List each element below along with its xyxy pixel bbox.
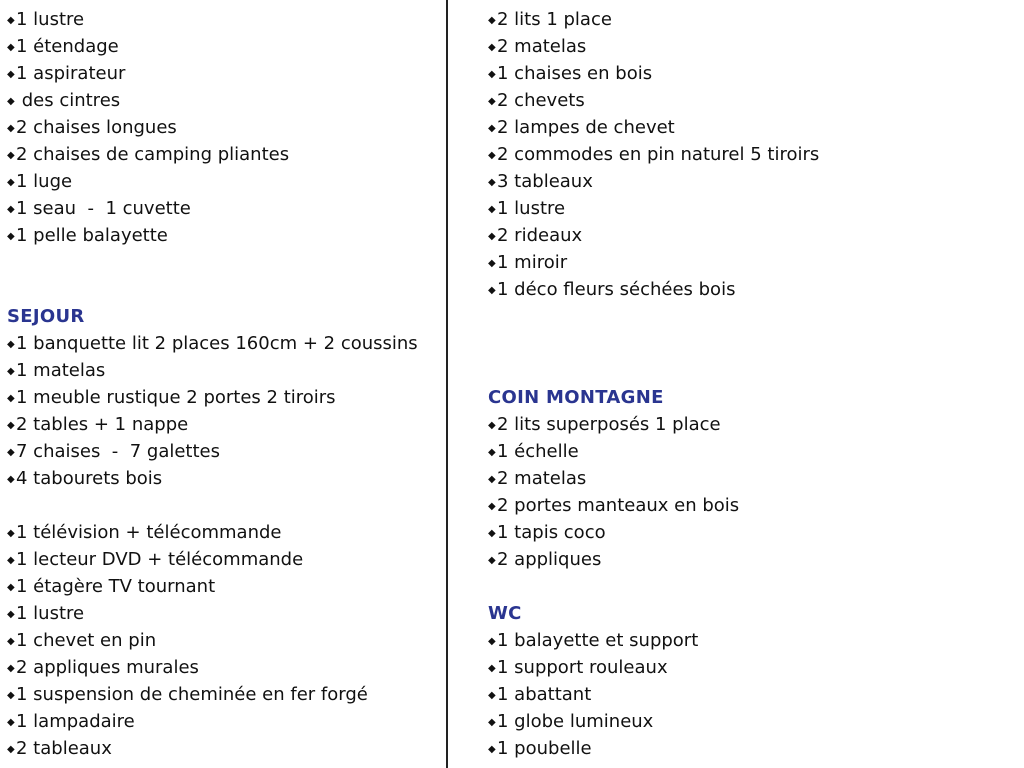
list-item: ◆1 tapis coco bbox=[488, 519, 1008, 546]
list-item: ◆1 globe lumineux bbox=[488, 708, 1008, 735]
diamond-bullet-icon: ◆ bbox=[488, 204, 496, 215]
list-item: ◆1 lustre bbox=[7, 600, 437, 627]
list-item: ◆1 balayette et support bbox=[488, 627, 1008, 654]
diamond-bullet-icon: ◆ bbox=[7, 717, 15, 728]
diamond-bullet-icon: ◆ bbox=[7, 420, 15, 431]
diamond-bullet-icon: ◆ bbox=[488, 123, 496, 134]
section-heading-sejour: SEJOUR bbox=[7, 306, 85, 327]
diamond-bullet-icon: ◆ bbox=[7, 366, 15, 377]
right-column bbox=[488, 6, 1008, 762]
diamond-bullet-icon: ◆ bbox=[488, 474, 496, 485]
section-heading-wc: WC bbox=[488, 603, 522, 624]
list-item: ◆7 chaises - 7 galettes bbox=[7, 438, 437, 465]
spacer bbox=[488, 357, 1008, 384]
list-item: ◆2 tables + 1 nappe bbox=[7, 411, 437, 438]
diamond-bullet-icon: ◆ bbox=[488, 447, 496, 458]
spacer bbox=[488, 303, 1008, 330]
list-item: ◆1 matelas bbox=[7, 357, 437, 384]
spacer bbox=[7, 249, 437, 276]
diamond-bullet-icon: ◆ bbox=[488, 15, 496, 26]
list-item: ◆1 lecteur DVD + télécommande bbox=[7, 546, 437, 573]
diamond-bullet-icon: ◆ bbox=[7, 609, 15, 620]
column-divider bbox=[446, 0, 448, 768]
diamond-bullet-icon: ◆ bbox=[7, 663, 15, 674]
diamond-bullet-icon: ◆ bbox=[7, 474, 15, 485]
spacer bbox=[488, 330, 1008, 357]
list-item: ◆1 déco fleurs séchées bois bbox=[488, 276, 1008, 303]
list-item: ◆1 meuble rustique 2 portes 2 tiroirs bbox=[7, 384, 437, 411]
list-item: ◆1 étendage bbox=[7, 33, 437, 60]
diamond-bullet-icon: ◆ bbox=[7, 393, 15, 404]
list-item: ◆2 matelas bbox=[488, 33, 1008, 60]
diamond-bullet-icon: ◆ bbox=[7, 69, 15, 80]
diamond-bullet-icon: ◆ bbox=[488, 42, 496, 53]
diamond-bullet-icon: ◆ bbox=[7, 636, 15, 647]
list-item: ◆1 miroir bbox=[488, 249, 1008, 276]
diamond-bullet-icon: ◆ bbox=[7, 339, 15, 350]
list-item: ◆2 portes manteaux en bois bbox=[488, 492, 1008, 519]
diamond-bullet-icon: ◆ bbox=[7, 42, 15, 53]
diamond-bullet-icon: ◆ bbox=[488, 555, 496, 566]
diamond-bullet-icon: ◆ bbox=[7, 555, 15, 566]
diamond-bullet-icon: ◆ bbox=[488, 231, 496, 242]
list-item: ◆2 lits superposés 1 place bbox=[488, 411, 1008, 438]
list-item: ◆ des cintres bbox=[7, 87, 437, 114]
list-item: ◆1 suspension de cheminée en fer forgé bbox=[7, 681, 437, 708]
spacer bbox=[488, 573, 1008, 600]
list-item: ◆1 étagère TV tournant bbox=[7, 573, 437, 600]
diamond-bullet-icon: ◆ bbox=[488, 528, 496, 539]
list-item: ◆1 lampadaire bbox=[7, 708, 437, 735]
diamond-bullet-icon: ◆ bbox=[7, 15, 15, 26]
diamond-bullet-icon: ◆ bbox=[7, 744, 15, 755]
diamond-bullet-icon: ◆ bbox=[7, 528, 15, 539]
diamond-bullet-icon: ◆ bbox=[488, 744, 496, 755]
diamond-bullet-icon: ◆ bbox=[488, 69, 496, 80]
diamond-bullet-icon: ◆ bbox=[7, 123, 15, 134]
section-heading-coin-montagne: COIN MONTAGNE bbox=[488, 387, 664, 408]
spacer bbox=[7, 276, 437, 303]
list-item: ◆2 matelas bbox=[488, 465, 1008, 492]
list-item: ◆2 commodes en pin naturel 5 tiroirs bbox=[488, 141, 1008, 168]
diamond-bullet-icon: ◆ bbox=[488, 420, 496, 431]
list-item: ◆2 rideaux bbox=[488, 222, 1008, 249]
diamond-bullet-icon: ◆ bbox=[488, 501, 496, 512]
list-item: ◆2 tableaux bbox=[7, 735, 437, 762]
list-item: ◆1 pelle balayette bbox=[7, 222, 437, 249]
diamond-bullet-icon: ◆ bbox=[488, 663, 496, 674]
diamond-bullet-icon: ◆ bbox=[7, 231, 15, 242]
list-item: ◆2 chaises de camping pliantes bbox=[7, 141, 437, 168]
list-item: ◆1 télévision + télécommande bbox=[7, 519, 437, 546]
list-item: ◆1 poubelle bbox=[488, 735, 1008, 762]
list-item: ◆1 abattant bbox=[488, 681, 1008, 708]
list-item: ◆2 appliques bbox=[488, 546, 1008, 573]
diamond-bullet-icon: ◆ bbox=[488, 96, 496, 107]
list-item: ◆2 lits 1 place bbox=[488, 6, 1008, 33]
diamond-bullet-icon: ◆ bbox=[7, 582, 15, 593]
diamond-bullet-icon: ◆ bbox=[488, 636, 496, 647]
diamond-bullet-icon: ◆ bbox=[7, 177, 15, 188]
list-item: ◆2 chaises longues bbox=[7, 114, 437, 141]
diamond-bullet-icon: ◆ bbox=[488, 150, 496, 161]
diamond-bullet-icon: ◆ bbox=[488, 690, 496, 701]
list-item: ◆1 chevet en pin bbox=[7, 627, 437, 654]
diamond-bullet-icon: ◆ bbox=[488, 285, 496, 296]
list-item: ◆1 lustre bbox=[488, 195, 1008, 222]
diamond-bullet-icon: ◆ bbox=[7, 204, 15, 215]
list-item: ◆1 lustre bbox=[7, 6, 437, 33]
list-item: ◆1 support rouleaux bbox=[488, 654, 1008, 681]
list-item: ◆1 chaises en bois bbox=[488, 60, 1008, 87]
list-item: ◆2 chevets bbox=[488, 87, 1008, 114]
list-item: ◆1 échelle bbox=[488, 438, 1008, 465]
diamond-bullet-icon: ◆ bbox=[488, 258, 496, 269]
list-item: ◆1 banquette lit 2 places 160cm + 2 coussins bbox=[7, 330, 437, 357]
list-item: ◆2 lampes de chevet bbox=[488, 114, 1008, 141]
spacer bbox=[7, 492, 437, 519]
list-item: ◆1 luge bbox=[7, 168, 437, 195]
list-item: ◆1 seau - 1 cuvette bbox=[7, 195, 437, 222]
diamond-bullet-icon: ◆ bbox=[7, 690, 15, 701]
left-column bbox=[7, 6, 437, 762]
list-item: ◆2 appliques murales bbox=[7, 654, 437, 681]
diamond-bullet-icon: ◆ bbox=[488, 177, 496, 188]
list-item: ◆1 aspirateur bbox=[7, 60, 437, 87]
list-item: ◆3 tableaux bbox=[488, 168, 1008, 195]
diamond-bullet-icon: ◆ bbox=[7, 447, 15, 458]
diamond-bullet-icon: ◆ bbox=[7, 150, 15, 161]
diamond-bullet-icon: ◆ bbox=[7, 96, 15, 107]
list-item: ◆4 tabourets bois bbox=[7, 465, 437, 492]
diamond-bullet-icon: ◆ bbox=[488, 717, 496, 728]
